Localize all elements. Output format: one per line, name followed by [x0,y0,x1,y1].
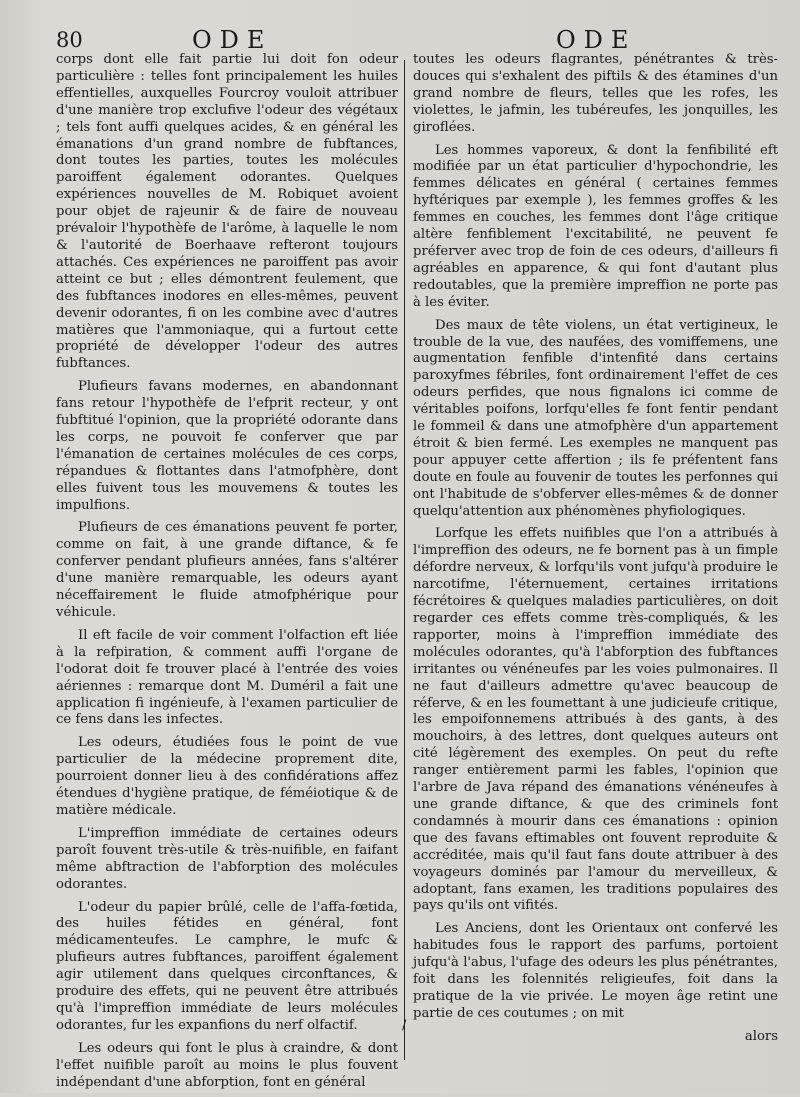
paragraph: corps dont elle fait partie lui doit fon odeur particulière : telles font principalement les huiles effentielles, auxquelles Fourcroy vouloit attribuer d'une manière trop exclufive l'odeur des végétaux ; tels font auffi quelques acides, & en général les émanations d'un grand nombre de fubftances, dont toutes les parties, toutes les molécules paroiffent également odorantes. Quelques expériences nouvelles de M. Robiquet avoient pour objet de rajeunir & de faire de nouveau prévaloir l'hypothèfe de l'arôme, à laquelle le nom & l'autorité de Boerhaave refteront toujours attachés. Ces expériences ne paroiffent pas avoir atteint ce but ; elles démontrent feulement, que des fubftances inodores en elles-mêmes, peuvent devenir odorantes, fi on les combine avec d'autres matières que l'ammoniaque, qui a furtout cette propriété de développer l'odeur des autres fubftances. [56,52,398,372]
paragraph: L'impreffion immédiate de certaines odeurs paroît fouvent très-utile & très-nuifible, en faifant même abftraction de l'abforption des molécules odorantes. [56,825,398,892]
paragraph: Les hommes vaporeux, & dont la fenfibilité eft modifiée par un état particulier d'hypochondrie, les femmes délicates en général ( certaines femmes hyftériques par exemple ), les femmes groffes & les femmes en couches, les femmes dont l'âge critique altère fenfiblement l'excitabilité, ne peuvent fe préferver avec trop de foin de ces odeurs, d'ailleurs fi agréables en apparence, & qui font d'autant plus redoutables, que la première impreffion ne porte pas à les éviter. [413,142,778,310]
paragraph: Lorfque les effets nuifibles que l'on a attribués à l'impreffion des odeurs, ne fe bornent pas à un fimple défordre nerveux, & lorfqu'ils vont jufqu'à produire le narcotifme, l'éternuement, certaines irritations fécrétoires & quelques maladies particulières, on doit regarder ces effets comme très-compliqués, & les rapporter, moins à l'impreffion immédiate des molécules odorantes, qu'à l'abforption des fubftances irritantes ou vénéneufes par les voies pulmonaires. Il ne faut d'ailleurs admettre qu'avec beaucoup de réferve, & en les foumettant à une judicieufe critique, les empoifonnemens attribués à des gants, à des mouchoirs, à des lettres, dont quelques auteurs ont cité légèrement des exemples. On peut du refte ranger entièrement parmi les fables, l'opinion que l'arbre de Java répand des émanations vénéneufes à une grande diftance, & que des criminels font condamnés à mourir dans ces émanations : opinion que des favans eftimables ont fouvent reproduite & accréditée, mais qu'il faut fans doute attribuer à des voyageurs dominés par l'amour du merveilleux, & adoptant, fans examen, les traditions populaires des pays qu'ils ont vifités. [413,526,778,914]
paragraph: Des maux de tête violens, un état vertigineux, le trouble de la vue, des naufées, des vomiffemens, une augmentation fenfible d'intenfité dans certains paroxyfmes fébriles, font ordinairement l'effet de ces odeurs perfides, que nous fignalons ici comme de véritables poifons, lorfqu'elles fe font fentir pendant le fommeil & dans une atmofphère d'un appartement étroit & bien fermé. Les exemples ne manquent pas pour appuyer cette affertion ; ils fe préfentent fans doute en foule au fouvenir de toutes les perfonnes qui ont l'habitude de s'obferver elles-mêmes & de donner quelqu'attention aux phénomènes phyfiologiques. [413,317,778,519]
right-column [413,52,778,1052]
catchword: alors [744,1028,778,1044]
running-head-left: ODE [192,26,273,54]
paragraph: Les Anciens, dont les Orientaux ont confervé les habitudes fous le rapport des parfums, portoient jufqu'à l'abus, l'ufage des odeurs les plus pénétrantes, foit dans les folennités religieufes, foit dans la pratique de la vie privée. Le moyen âge retint une partie de ces coutumes ; on mit [413,921,778,1021]
column-rule [404,60,405,1060]
paragraph: L'odeur du papier brûlé, celle de l'affa-fœtida, des huiles fétides en général, font médicamenteufes. Le camphre, le mufc & plufieurs autres fubftances, paroiffent également agir utilement dans quelques circonftances, & produire des effets, qui ne peuvent être attribués qu'à l'impreffion immédiate de leurs molécules odorantes, fur les expanfions du nerf olfactif. [56,899,398,1033]
paragraph: Plufieurs favans modernes, en abandonnant fans retour l'hypothèfe de l'efprit recteur, y ont fubftitué l'opinion, que la propriété odorante dans les corps, ne pouvoit fe conferver que par l'émanation de certaines molécules de ces corps, répandues & flottantes dans l'atmofphère, dont elles fuivent tous les mouvemens & toutes les impulfions. [56,379,398,513]
paragraph: toutes les odeurs flagrantes, pénétrantes & très-douces qui s'exhalent des piftils & des étamines d'un grand nombre de fleurs, telles que les rofes, les violettes, le jafmin, les tubéreufes, les jonquilles, les giroflées. [413,52,778,135]
page-number: 80 [56,28,83,52]
paragraph: Les odeurs, étudiées fous le point de vue particulier de la médecine proprement dite, pourroient donner lieu à des confidérations affez étendues d'hygiène pratique, de féméiotique & de matière médicale. [56,735,398,818]
paragraph: Il eft facile de voir comment l'olfaction eft liée à la refpiration, & comment auffi l'organe de l'odorat doit fe trouver placé à l'entrée des voies aériennes : remarque dont M. Duméril a fait une application fi ingénieufe, à l'examen particulier de ce fens dans les infectes. [56,627,398,728]
paragraph: Les odeurs qui font le plus à craindre, & dont l'effet nuifible paroît au moins le plus fouvent indépendant d'une abforption, font en général [56,1040,398,1090]
paragraph: Plufieurs de ces émanations peuvent fe porter, comme on fait, à une grande diftance, & fe conferver pendant plufieurs années, fans s'altérer d'une manière remarquable, les odeurs ayant néceffairement le fluide atmofphérique pour véhicule. [56,520,398,620]
margin-mark: / [402,1018,407,1033]
left-column [56,52,398,1097]
running-head-right: ODE [556,26,637,54]
